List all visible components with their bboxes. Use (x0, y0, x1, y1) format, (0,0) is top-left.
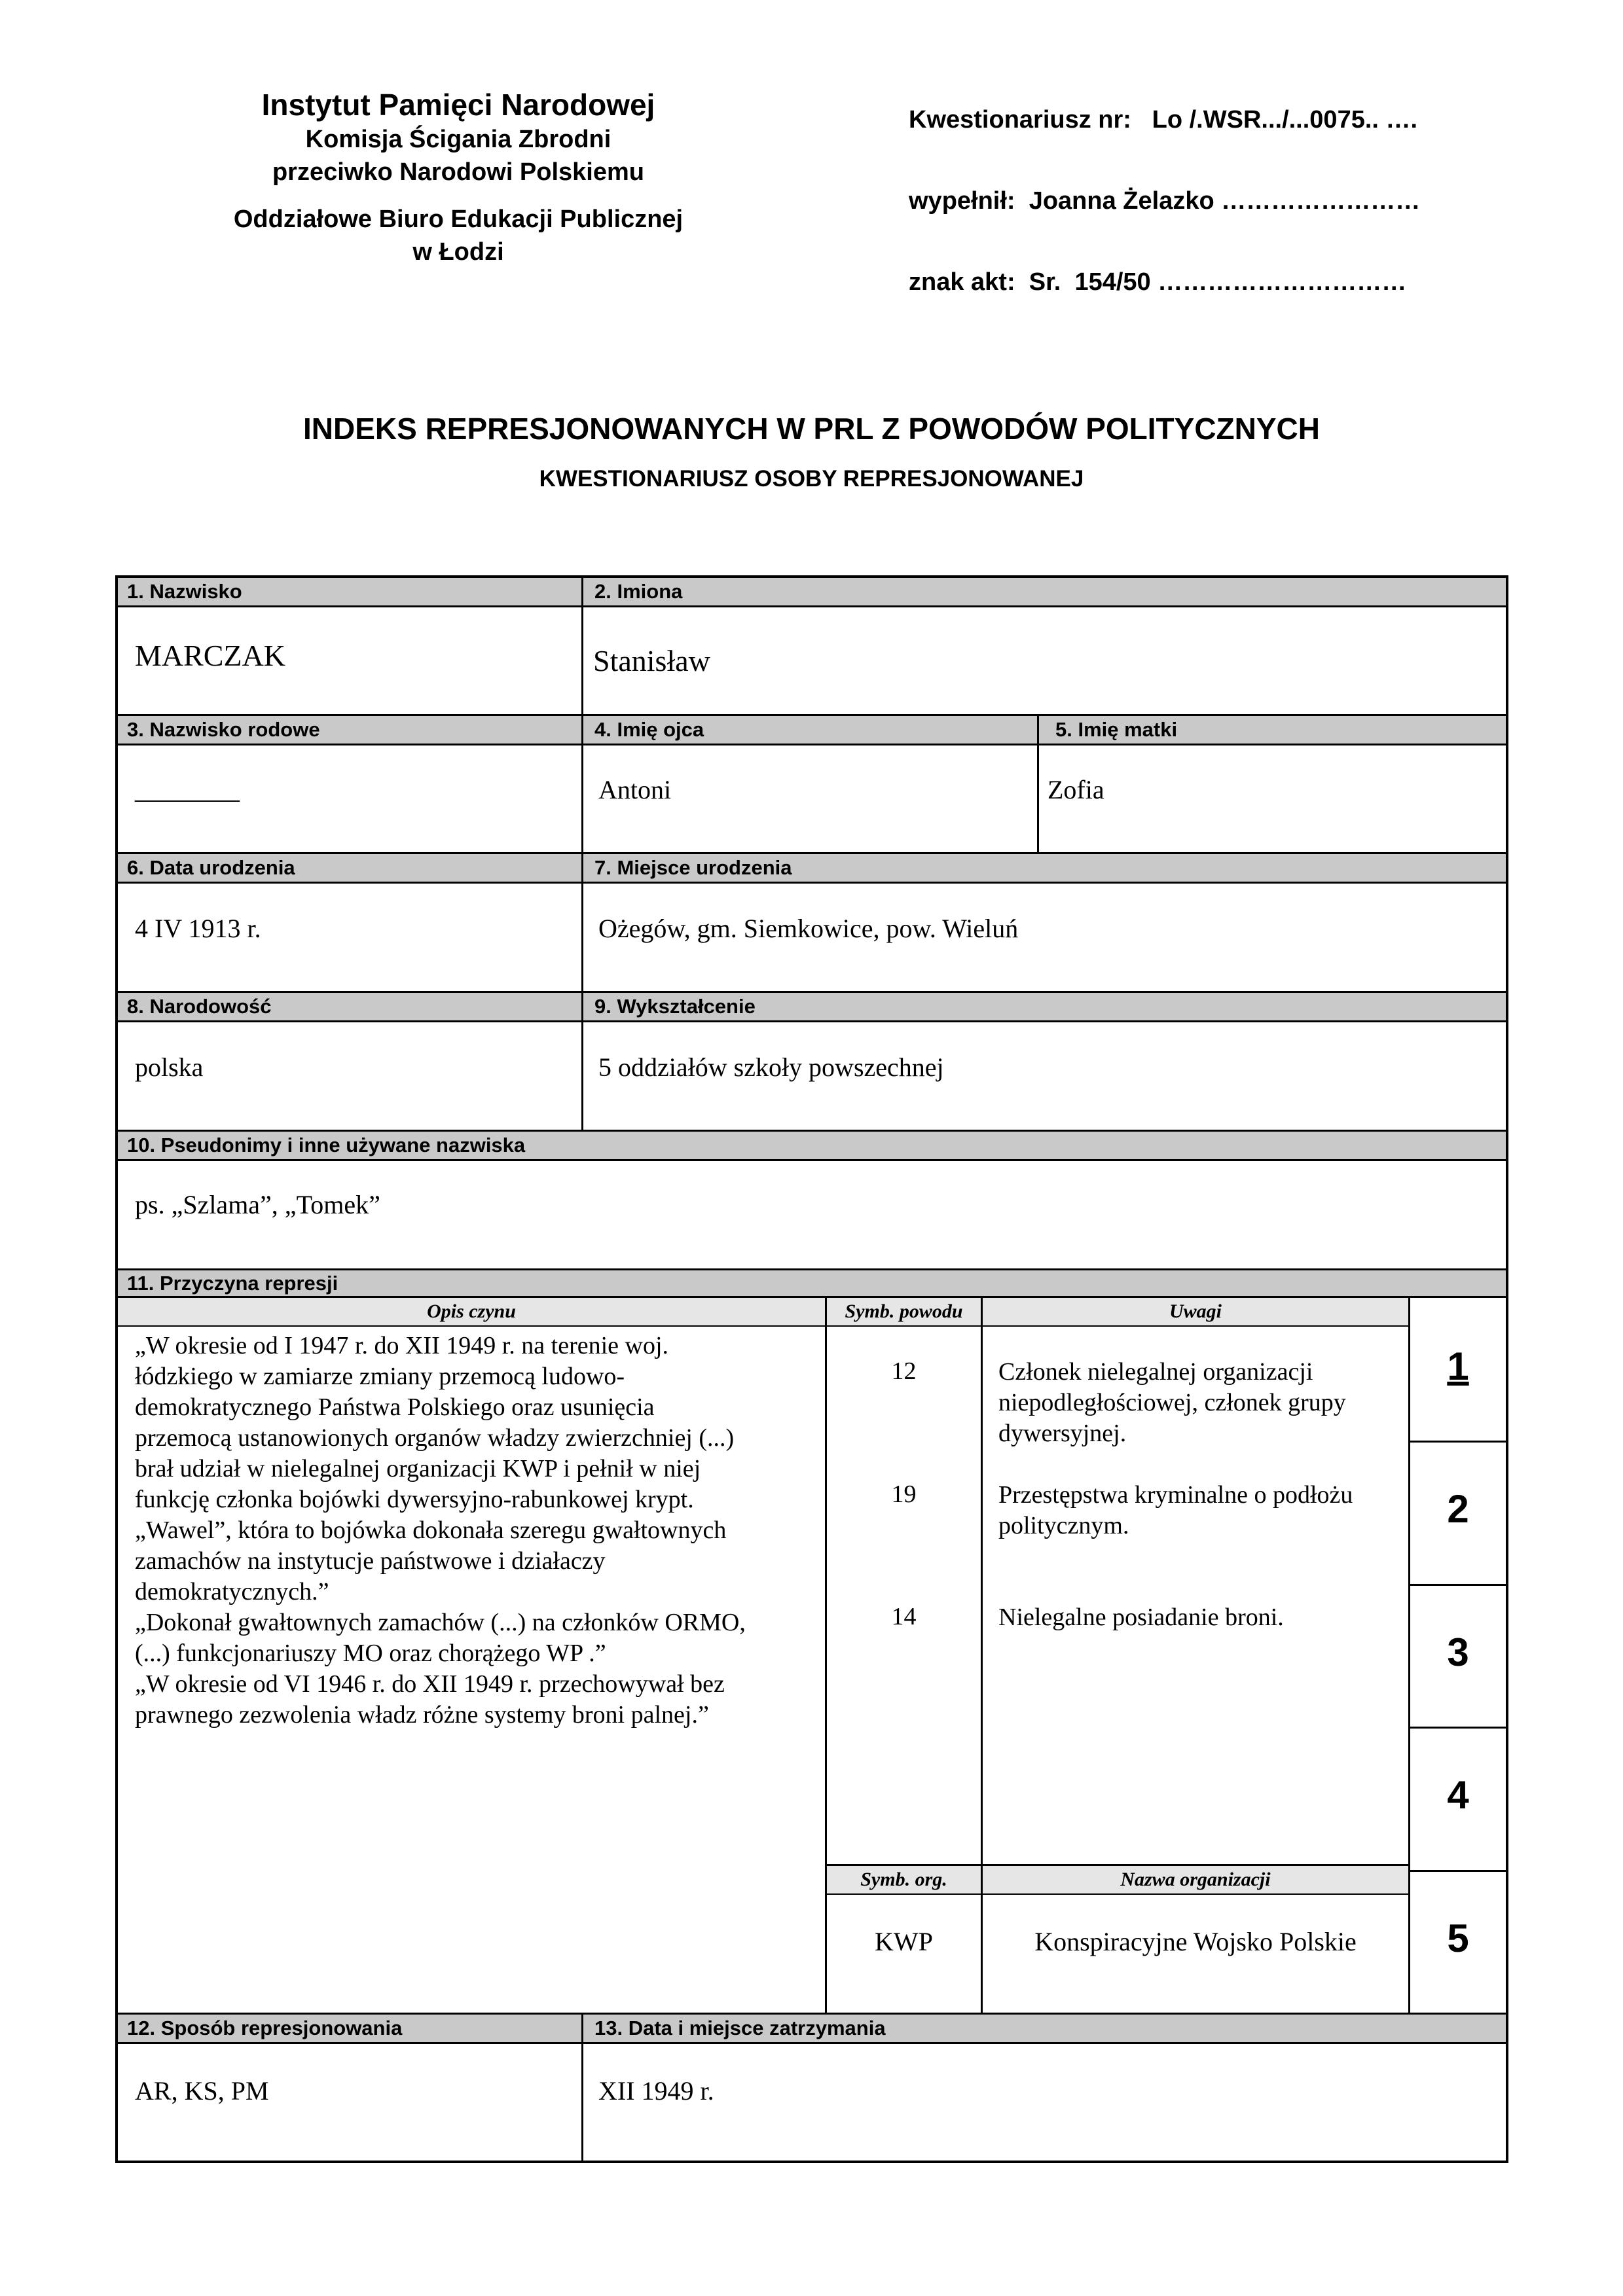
names-value: Stanisław (593, 644, 710, 677)
birthdate-value: 4 IV 1913 r. (135, 914, 261, 943)
questionnaire-number-row (909, 105, 1498, 186)
surname-value: MARCZAK (135, 639, 286, 672)
office-line-1: Oddziałowe Biuro Edukacji Publicznej (233, 206, 684, 233)
org-symbol-value: KWP (875, 1927, 933, 1956)
mother-name-value: Zofia (1048, 775, 1104, 804)
questionnaire-form (115, 575, 1508, 2163)
notes-column-header: Uwagi (983, 1298, 1408, 1327)
document-title: INDEKS REPRESJONOWANYCH W PRL Z POWODÓW POLITYCZNYCH (303, 412, 1320, 446)
reason-note-line: Przestępstwa kryminalne o podłożu (998, 1481, 1353, 1509)
reason-symbol: 19 (891, 1480, 917, 1508)
row4-label-bar (118, 991, 1506, 1022)
description-line: „Wawel”, która to bojówka dokonała szeregu gwałtownych (135, 1516, 727, 1544)
repression-method-label: 12. Sposób represjonowania (127, 2017, 403, 2039)
repression-method-value: AR, KS, PM (135, 2076, 269, 2106)
questionnaire-meta (909, 105, 1498, 348)
description-line: (...) funkcjonariuszy MO oraz chorążego WP .” (135, 1640, 606, 1667)
commission-line-1: Komisja Ścigania Zbrodni (305, 126, 611, 153)
section-number-2: 2 (1447, 1487, 1469, 1531)
description-line: demokratycznego Państwa Polskiego oraz usunięcia (135, 1393, 655, 1421)
surname-label: 1. Nazwisko (127, 580, 242, 603)
filled-by-value: Joanna Żelazko …………………… (1029, 187, 1421, 215)
org-name-column-header: Nazwa organizacji (983, 1866, 1408, 1895)
office-line-2: w Łodzi (412, 238, 504, 266)
filled-by-label: wypełnił: (909, 187, 1015, 215)
reason-symbol: 14 (891, 1603, 917, 1630)
description-line: zamachów na instytucje państwowe i działaczy (135, 1547, 606, 1575)
file-sign-row (909, 267, 1498, 348)
pseudonyms-value: ps. „Szlama”, „Tomek” (135, 1190, 380, 1219)
birthplace-label: 7. Miejsce urodzenia (594, 856, 792, 879)
reason-note (998, 1602, 1404, 1633)
description-line: łódzkiego w zamiarze zmiany przemocą ludowo- (135, 1363, 625, 1390)
institution-header (157, 86, 759, 268)
file-sign-label: znak akt: (909, 268, 1015, 296)
description-line: demokratycznych.” (135, 1578, 329, 1605)
reason-note-line: Członek nielegalnej organizacji (998, 1358, 1313, 1386)
nationality-label: 8. Narodowość (127, 995, 272, 1018)
section-number-4: 4 (1447, 1773, 1469, 1817)
description-line: prawnego zezwolenia władz różne systemy broni palnej.” (135, 1701, 709, 1729)
description-line: „W okresie od VI 1946 r. do XII 1949 r. przechowywał bez (135, 1670, 725, 1698)
org-name-value: Konspiracyjne Wojsko Polskie (1034, 1927, 1357, 1956)
description-line: brał udział w nielegalnej organizacji KWP i pełnił w niej (135, 1455, 701, 1482)
reason-label: 11. Przyczyna represji (127, 1272, 338, 1295)
org-symbol-column-header: Symb. org. (827, 1866, 981, 1895)
education-label: 9. Wykształcenie (594, 995, 756, 1018)
maiden-name-value: ________ (135, 775, 240, 804)
reason-note (998, 1480, 1404, 1541)
reason-note-line: politycznym. (998, 1512, 1129, 1539)
description-line: funkcję członka bojówki dywersyjno-rabunkowej krypt. (135, 1486, 694, 1513)
mother-name-label: 5. Imię matki (1055, 718, 1178, 741)
nationality-value: polska (135, 1052, 204, 1082)
file-sign-value: Sr. 154/50 ………………………… (1029, 268, 1407, 296)
description-column-header: Opis czynu (118, 1298, 825, 1327)
offense-description (135, 1331, 822, 1731)
reason-symbol: 12 (891, 1357, 917, 1385)
description-line: „W okresie od I 1947 r. do XII 1949 r. na terenie woj. (135, 1332, 669, 1359)
document-subtitle: KWESTIONARIUSZ OSOBY REPRESJONOWANEJ (539, 466, 1084, 492)
symbol-column-header: Symb. powodu (827, 1298, 981, 1327)
birthdate-label: 6. Data urodzenia (127, 856, 295, 879)
filled-by-row (909, 186, 1498, 267)
reason-note (998, 1357, 1404, 1449)
birthplace-value: Ożegów, gm. Siemkowice, pow. Wieluń (598, 914, 1019, 943)
reason-note-line: niepodległościowej, członek grupy (998, 1389, 1346, 1416)
description-line: „Dokonał gwałtownych zamachów (...) na członków ORMO, (135, 1609, 746, 1636)
pseudonyms-label: 10. Pseudonimy i inne używane nazwiska (127, 1134, 526, 1157)
section-number-5: 5 (1447, 1916, 1469, 1960)
questionnaire-number-label: Kwestionariusz nr: (909, 106, 1131, 134)
institute-name: Instytut Pamięci Narodowej (261, 88, 655, 122)
education-value: 5 oddziałów szkoły powszechnej (598, 1052, 944, 1082)
row1-label-bar (118, 578, 1506, 607)
arrest-label: 13. Data i miejsce zatrzymania (594, 2017, 886, 2039)
description-line: przemocą ustanowionych organów władzy zwierzchniej (...) (135, 1424, 735, 1452)
reason-note-line: Nielegalne posiadanie broni. (998, 1604, 1284, 1631)
section-number-1: 1 (1447, 1344, 1469, 1388)
row3-label-bar (118, 852, 1506, 884)
names-label: 2. Imiona (594, 580, 683, 603)
maiden-name-label: 3. Nazwisko rodowe (127, 718, 320, 741)
section-number-3: 3 (1447, 1630, 1469, 1674)
row2-label-bar (118, 714, 1506, 745)
arrest-value: XII 1949 r. (598, 2076, 714, 2106)
father-name-value: Antoni (598, 775, 672, 804)
commission-line-2: przeciwko Narodowi Polskiemu (272, 158, 645, 186)
father-name-label: 4. Imię ojca (594, 718, 704, 741)
reason-note-line: dywersyjnej. (998, 1420, 1127, 1447)
questionnaire-number-value: Lo /.WSR.../...0075.. …. (1152, 106, 1418, 134)
